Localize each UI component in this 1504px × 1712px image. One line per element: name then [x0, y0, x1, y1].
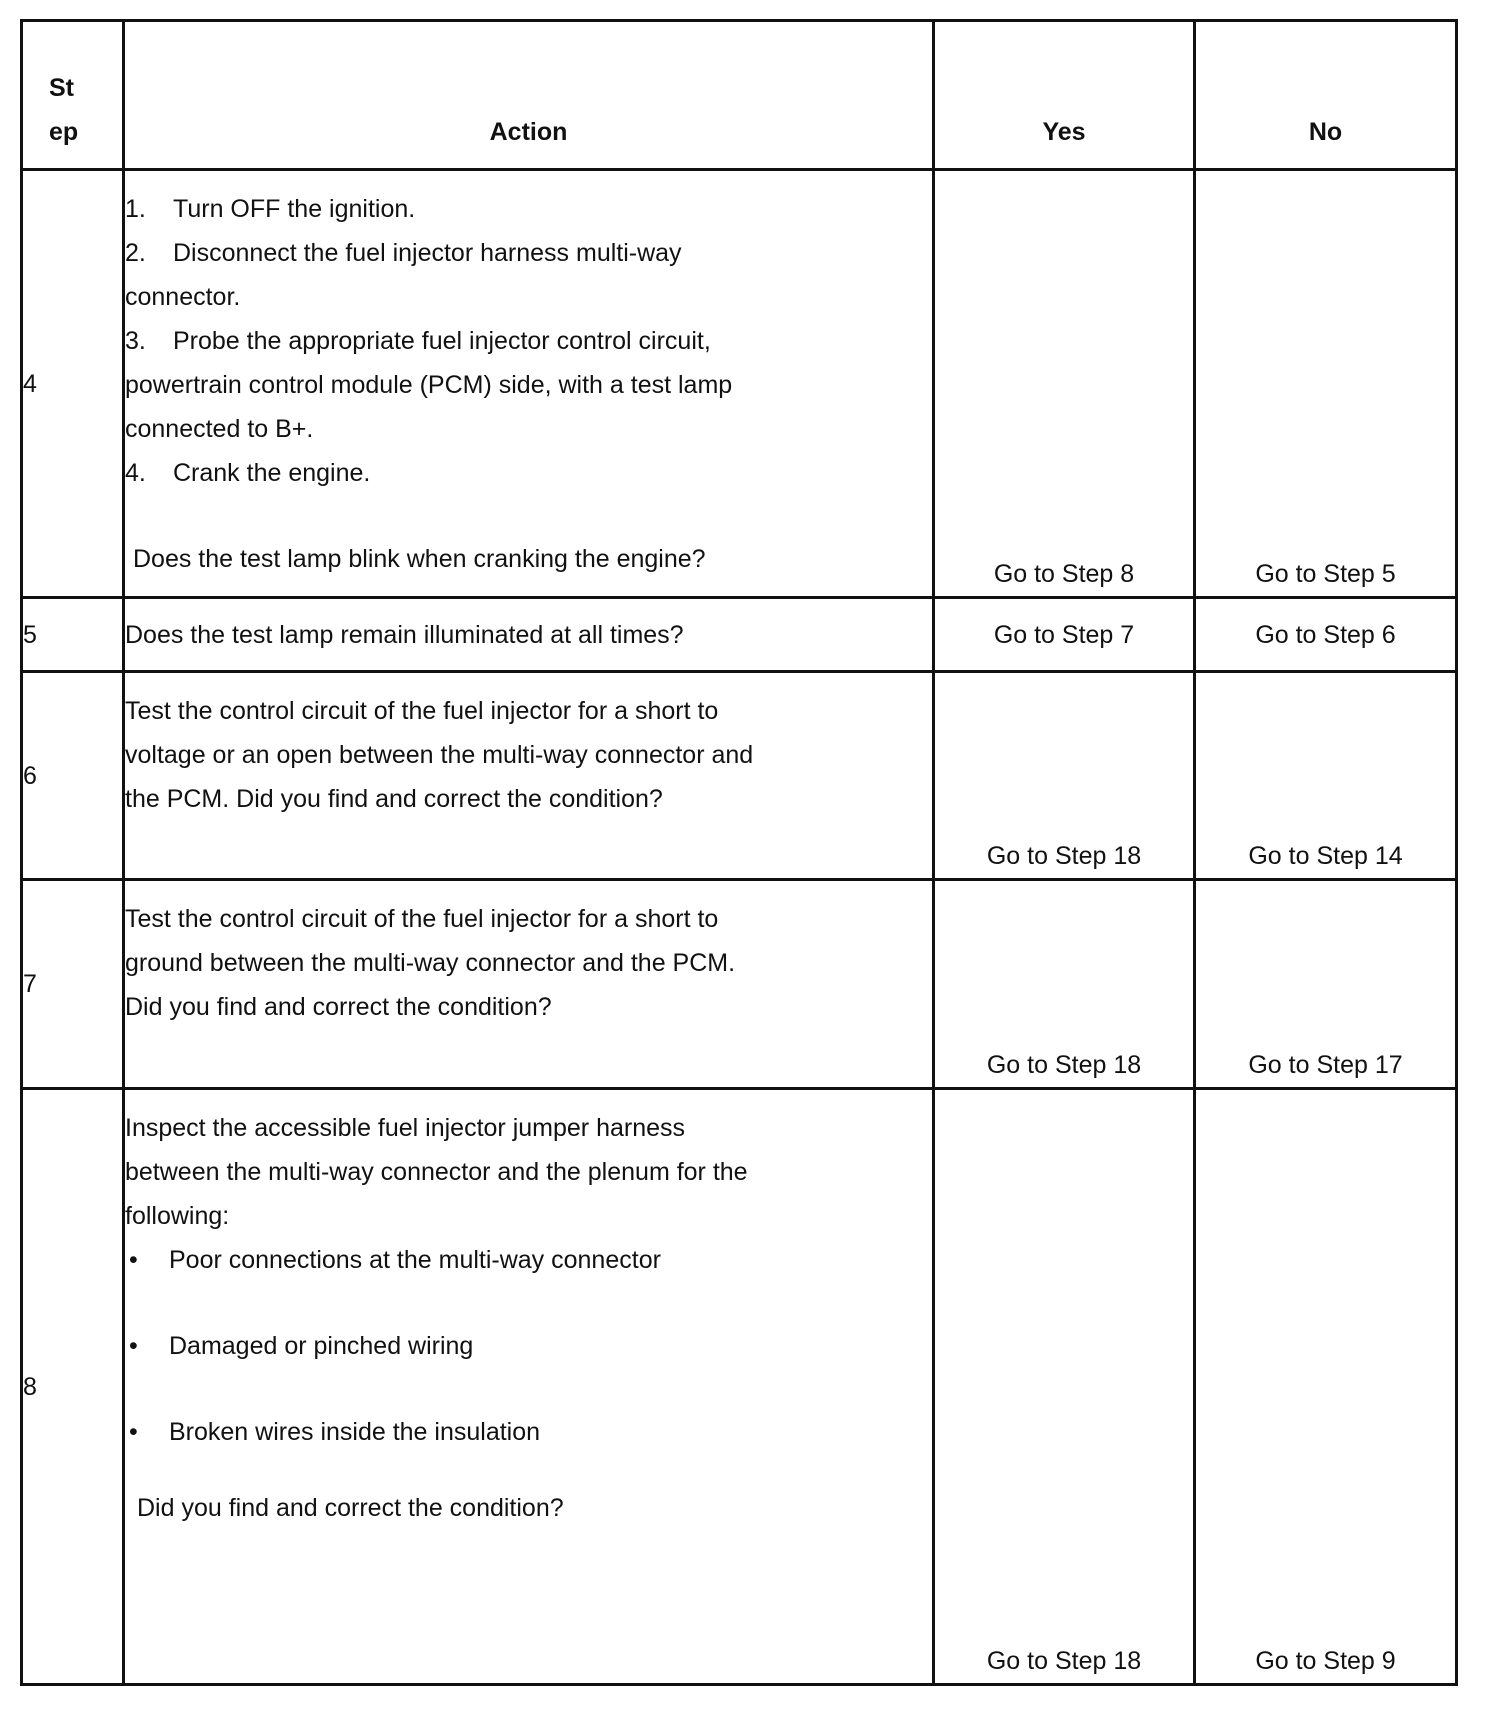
table-row — [22, 170, 1457, 598]
list-item: 1. Turn OFF the ignition. — [125, 195, 416, 223]
header-no: No — [1195, 21, 1457, 170]
bullet-item: • Poor connections at the multi-way connector — [129, 1246, 661, 1274]
bullet-item: • Damaged or pinched wiring — [129, 1332, 474, 1360]
yes-cell: Go to Step 18 — [934, 880, 1195, 1089]
action-line: between the multi-way connector and the plenum for the — [125, 1158, 748, 1186]
step-number: 4 — [22, 170, 124, 598]
action-cell — [124, 170, 934, 598]
action-line: ground between the multi-way connector and the PCM. — [125, 949, 736, 977]
table-row — [22, 672, 1457, 880]
action-cell — [124, 1089, 934, 1685]
table-row — [22, 880, 1457, 1089]
yes-cell: Go to Step 18 — [934, 1089, 1195, 1685]
action-line: the PCM. Did you find and correct the condition? — [125, 785, 663, 813]
action-line: Inspect the accessible fuel injector jumper harness — [125, 1114, 686, 1142]
no-cell: Go to Step 17 — [1195, 880, 1457, 1089]
header-step-line1: St — [49, 74, 74, 102]
step-number: 5 — [22, 598, 124, 672]
no-cell: Go to Step 9 — [1195, 1089, 1457, 1685]
header-step — [22, 21, 124, 170]
diagnostic-table — [20, 19, 1458, 1686]
no-cell: Go to Step 6 — [1195, 598, 1457, 672]
question-text: Does the test lamp blink when cranking the engine? — [133, 545, 706, 573]
action-cell — [124, 672, 934, 880]
action-cell — [124, 880, 934, 1089]
list-item: 4. Crank the engine. — [125, 459, 371, 487]
action-line: Test the control circuit of the fuel injector for a short to — [125, 905, 719, 933]
yes-cell: Go to Step 18 — [934, 672, 1195, 880]
action-line: Test the control circuit of the fuel injector for a short to — [125, 697, 719, 725]
step-number: 6 — [22, 672, 124, 880]
list-item-continuation: powertrain control module (PCM) side, with a test lamp — [125, 371, 733, 399]
yes-cell: Go to Step 7 — [934, 598, 1195, 672]
list-item: 2. Disconnect the fuel injector harness multi-way — [125, 239, 682, 267]
yes-cell: Go to Step 8 — [934, 170, 1195, 598]
table-row — [22, 598, 1457, 672]
bullet-item: • Broken wires inside the insulation — [129, 1418, 541, 1446]
action-line: Did you find and correct the condition? — [125, 993, 552, 1021]
action-line: voltage or an open between the multi-way connector and — [125, 741, 754, 769]
action-line: following: — [125, 1202, 230, 1230]
no-cell: Go to Step 5 — [1195, 170, 1457, 598]
list-item-continuation: connector. — [125, 283, 241, 311]
no-cell: Go to Step 14 — [1195, 672, 1457, 880]
step-number: 7 — [22, 880, 124, 1089]
header-action: Action — [124, 21, 934, 170]
header-yes: Yes — [934, 21, 1195, 170]
list-item-continuation: connected to B+. — [125, 415, 314, 443]
header-step-line2: ep — [49, 118, 79, 146]
step-number: 8 — [22, 1089, 124, 1685]
question-text: Did you find and correct the condition? — [137, 1494, 564, 1522]
action-cell: Does the test lamp remain illuminated at all times? — [124, 598, 934, 672]
header-row — [22, 21, 1457, 170]
table-row — [22, 1089, 1457, 1685]
list-item: 3. Probe the appropriate fuel injector control circuit, — [125, 327, 711, 355]
